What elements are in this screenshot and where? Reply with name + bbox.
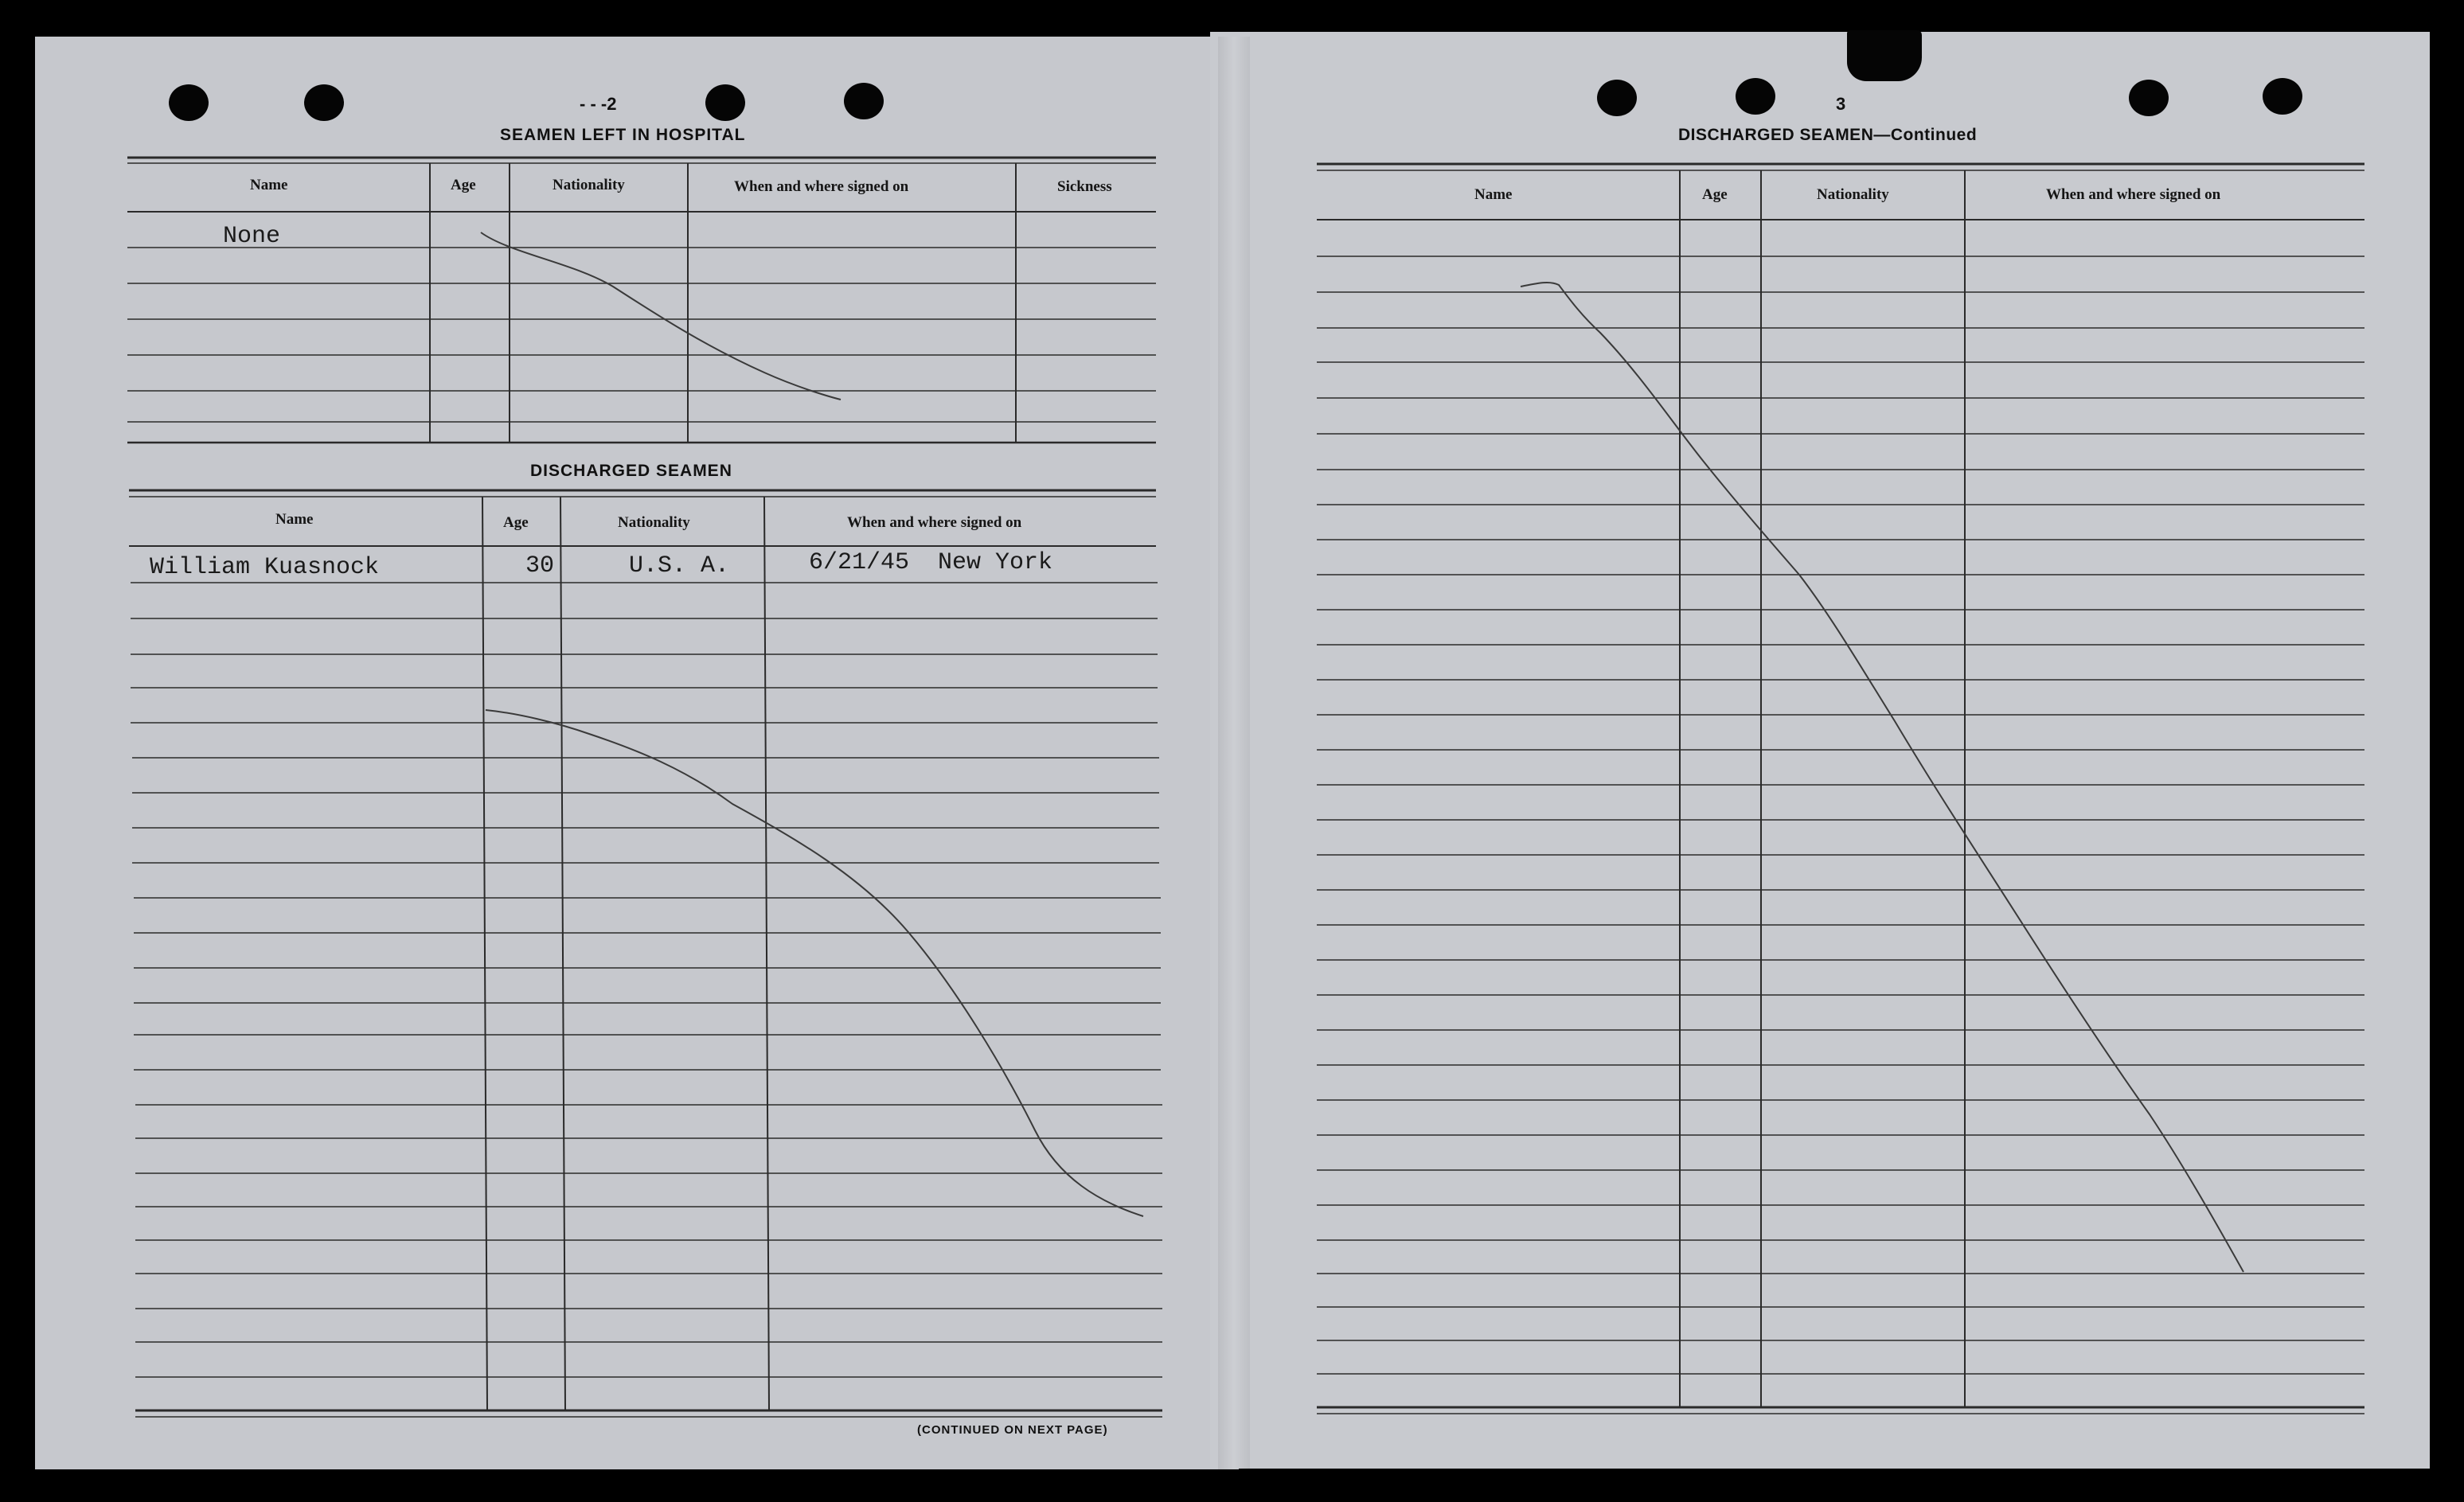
discharged-row-signed-on: 6/21/45 New York	[809, 549, 1053, 576]
page-number-right: 3	[1836, 94, 1846, 114]
right-col-age: Age	[1702, 186, 1728, 203]
discharged-col-signed-on: When and where signed on	[847, 514, 1022, 531]
right-col-nationality: Nationality	[1817, 186, 1889, 203]
hospital-col-signed-on: When and where signed on	[734, 178, 909, 195]
discharged-col-nationality: Nationality	[618, 514, 690, 531]
hospital-table-title: SEAMEN LEFT IN HOSPITAL	[500, 126, 746, 144]
discharged-row-age: 30	[525, 552, 555, 579]
hospital-col-nationality: Nationality	[553, 177, 625, 193]
right-col-name: Name	[1474, 186, 1513, 203]
discharged-col-name: Name	[275, 511, 314, 528]
discharged-continued-title: DISCHARGED SEAMEN—Continued	[1678, 126, 1978, 144]
discharged-row-name: William Kuasnock	[150, 554, 380, 581]
discharged-row-nationality: U.S. A.	[629, 552, 730, 579]
discharged-col-age: Age	[503, 514, 529, 531]
page-number-left: - - -2	[580, 94, 617, 114]
right-col-signed-on: When and where signed on	[2046, 186, 2221, 203]
hospital-row-name: None	[223, 223, 281, 250]
hospital-col-name: Name	[250, 177, 288, 193]
discharged-table-title: DISCHARGED SEAMEN	[530, 462, 732, 480]
hospital-col-age: Age	[451, 177, 476, 193]
continued-footer: (CONTINUED ON NEXT PAGE)	[917, 1423, 1108, 1437]
hospital-col-sickness: Sickness	[1057, 178, 1112, 195]
